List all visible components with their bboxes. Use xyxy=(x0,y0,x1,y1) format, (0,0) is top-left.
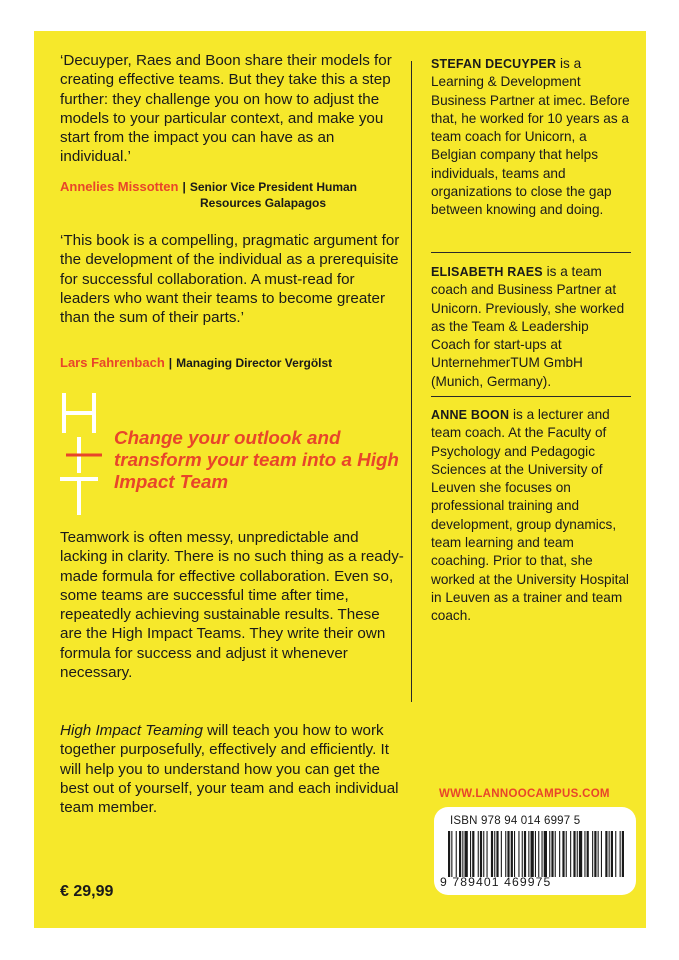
barcode-bar xyxy=(598,831,599,877)
barcode-bar xyxy=(551,831,553,877)
bio-anne-boon xyxy=(431,406,631,626)
barcode-bar xyxy=(480,831,482,877)
bio-1-text: is a Learning & Development Business Partner at imec. Before that, he worked for 10 years as a team coach for Unicorn, a Belgian company that helps individuals, teams and organizations to close the gap between knowing and doing. xyxy=(431,56,630,218)
quote-1-role: Senior Vice President Human xyxy=(189,180,357,194)
barcode-bar xyxy=(505,831,506,877)
bio-elisabeth-raes xyxy=(431,263,631,391)
quote-1-author: Annelies Missotten xyxy=(60,179,179,194)
back-cover xyxy=(34,31,646,928)
bio-divider-2 xyxy=(431,396,631,397)
barcode-bar xyxy=(549,831,550,877)
barcode-bar xyxy=(609,831,610,877)
barcode-bar xyxy=(573,831,575,877)
barcode-bar xyxy=(514,831,515,877)
barcode-bar xyxy=(531,831,534,877)
barcode-bar xyxy=(470,831,471,877)
barcode-bar xyxy=(622,831,624,877)
barcode-bar xyxy=(472,831,474,877)
quote-1-separator: | xyxy=(182,180,186,194)
barcode-bar xyxy=(620,831,621,877)
barcode-bar xyxy=(566,831,567,877)
barcode-bar xyxy=(459,831,461,877)
barcode-bar xyxy=(522,831,523,877)
barcode-bar xyxy=(456,831,457,877)
bio-3-text: is a lecturer and team coach. At the Faculty of Psychology and Pedagogic Sciences at the University of Leuven she focuses on professional training and development, group dynamics, team learning and team coaching. Prior to that, she worked at the University Hospital in Leuven as a trainer and team coach. xyxy=(431,407,629,624)
headline: Change your outlook and transform your team into a High Impact Team xyxy=(114,427,399,492)
barcode-bar xyxy=(559,831,560,877)
barcode-bar xyxy=(570,831,571,877)
isbn-label: ISBN 978 94 014 6997 5 xyxy=(450,815,581,827)
barcode-bar xyxy=(528,831,529,877)
price: € 29,99 xyxy=(60,883,114,900)
column-divider xyxy=(411,61,412,702)
barcode-bar xyxy=(538,831,539,877)
barcode-bar xyxy=(462,831,463,877)
barcode-bar xyxy=(542,831,543,877)
quote-1-role-cont: Resources Galapagos xyxy=(200,196,327,210)
barcode-bar xyxy=(544,831,547,877)
quote-2-separator: | xyxy=(168,356,173,370)
barcode-bar xyxy=(511,831,513,877)
barcode-bar xyxy=(483,831,484,877)
isbn-barcode xyxy=(434,807,636,895)
barcode-bar xyxy=(584,831,585,877)
barcode-bar xyxy=(451,831,452,877)
barcode-bar xyxy=(577,831,578,877)
barcode-bar xyxy=(487,831,488,877)
quote-2-author: Lars Fahrenbach xyxy=(60,355,165,370)
body-paragraph-2-text: will teach you how to work together purposefully, effectively and efficiently. It will help you to understand how you can get the best out of yourself, your team and each individual team member. xyxy=(60,722,399,817)
barcode-bar xyxy=(524,831,526,877)
quote-2-attribution xyxy=(60,355,400,371)
bio-3-name: ANNE BOON xyxy=(431,408,510,422)
barcode-bar xyxy=(611,831,613,877)
barcode-bar xyxy=(615,831,616,877)
hit-logo xyxy=(58,391,106,517)
isbn-digits: 9 789401 469975 xyxy=(440,875,552,889)
barcode-bar xyxy=(605,831,607,877)
barcode-bar xyxy=(579,831,582,877)
barcode-bars xyxy=(448,831,624,877)
publisher-website: WWW.LANNOOCAMPUS.COM xyxy=(439,788,610,800)
book-title: High Impact Teaming xyxy=(60,722,203,739)
bio-1-name: STEFAN DECUYPER xyxy=(431,57,557,71)
barcode-bar xyxy=(518,831,519,877)
bio-2-name: ELISABETH RAES xyxy=(431,265,543,279)
barcode-bar xyxy=(478,831,479,877)
quote-2-role: Managing Director Vergölst xyxy=(176,356,333,370)
barcode-bar xyxy=(465,831,468,877)
bio-2-text: is a team coach and Business Partner at Unicorn. Previously, she worked as the Team & Leadership Coach for start-ups at UnternehmerTUM GmbH (Munich, Germany). xyxy=(431,264,625,389)
quote-1-text: ‘Decuyper, Raes and Boon share their models for creating effective teams. But they take this a step further: they challenge you on how to adjust the models to your particular context, and make you start from the impact you can have as an individual.’ xyxy=(60,52,392,166)
barcode-bar xyxy=(501,831,502,877)
barcode-bar xyxy=(448,831,450,877)
barcode-bar xyxy=(535,831,536,877)
barcode-bar xyxy=(555,831,556,877)
barcode-bar xyxy=(496,831,498,877)
barcode-bar xyxy=(494,831,495,877)
barcode-bar xyxy=(601,831,602,877)
bio-stefan-decuyper xyxy=(431,55,631,220)
bio-divider-1 xyxy=(431,252,631,253)
barcode-bar xyxy=(491,831,493,877)
body-paragraph-1: Teamwork is often messy, unpredictable and lacking in clarity. There is no such thing as a ready-made formula for effective collaboration. Even so, some teams are successful time after time, repeatedly achieving sustainable results. These are the High Impact Teams. They write their own formula for success and adjust it whenever necessary. xyxy=(60,529,404,682)
barcode-bar xyxy=(592,831,593,877)
quote-1-attribution xyxy=(60,179,400,211)
barcode-bar xyxy=(507,831,509,877)
barcode-bar xyxy=(594,831,596,877)
barcode-bar xyxy=(587,831,589,877)
barcode-bar xyxy=(562,831,564,877)
quote-2-text: ‘This book is a compelling, pragmatic argument for the development of the individual as a prerequisite for successful collaboration. A must-read for leaders who want their teams to become greater than the sum of their parts.’ xyxy=(60,232,400,327)
body-paragraph-2 xyxy=(60,721,405,817)
